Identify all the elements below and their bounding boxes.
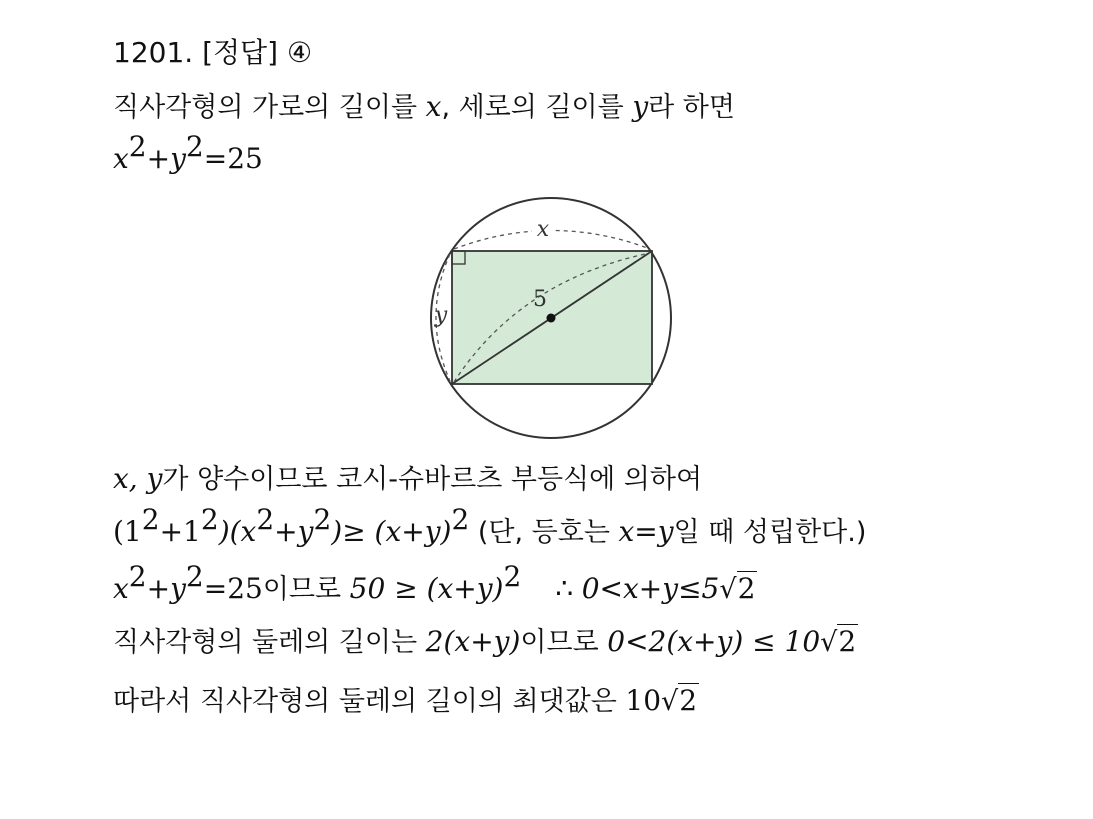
sub-e2: 2 xyxy=(185,560,204,593)
reasoning-line xyxy=(113,462,702,497)
perimeter-math-1: 2(x+y) xyxy=(425,625,521,658)
ineq-exp-d: 2 xyxy=(313,503,332,536)
ineq-exp-a: 2 xyxy=(141,503,160,536)
substitution-line xyxy=(113,560,757,607)
problem-number: 1201. xyxy=(113,36,194,69)
sub-radical-sign: √ xyxy=(719,574,737,605)
sub-m1: x xyxy=(113,572,129,605)
sub-m3: =25 xyxy=(203,572,263,605)
sub-radicand: 2 xyxy=(737,572,756,605)
equality-note-math: x=y xyxy=(618,515,674,548)
perimeter-radical-sign: √ xyxy=(820,627,838,658)
sub-m2: +y xyxy=(146,572,186,605)
label-diagonal: 5 xyxy=(533,287,547,312)
sub-word: 이므로 xyxy=(262,574,342,605)
ineq-part-1: (1 xyxy=(113,515,142,548)
sub-e1: 2 xyxy=(128,560,147,593)
sub-e3: 2 xyxy=(503,560,522,593)
label-y: y xyxy=(434,303,448,328)
setup-line xyxy=(113,90,735,125)
answer-choice: ④ xyxy=(286,36,313,69)
inscribed-rectangle-figure xyxy=(420,190,682,446)
setup-var-x: x xyxy=(425,90,442,123)
conclusion-text: 따라서 직사각형의 둘레의 길이의 최댓값은 xyxy=(113,686,617,717)
ineq-part-5: )≥ (x+y) xyxy=(331,515,452,548)
setup-text-1: 직사각형의 가로의 길이를 xyxy=(113,92,418,123)
eq1-base-y: y xyxy=(170,142,186,175)
ineq-exp-e: 2 xyxy=(451,503,470,536)
conclusion-math: 10 xyxy=(625,684,662,717)
equality-note-prefix: (단, 등호는 xyxy=(477,517,610,548)
setup-text-3: 라 하면 xyxy=(648,92,735,123)
eq1-rest: =25 xyxy=(203,142,263,175)
equality-note-suffix: 일 때 성립한다.) xyxy=(673,517,867,548)
equation-line xyxy=(113,130,263,177)
solution-header xyxy=(113,36,312,70)
sub-m4: 50 ≥ (x+y) xyxy=(349,572,504,605)
ineq-part-2: +1 xyxy=(159,515,201,548)
eq1-plus: + xyxy=(146,142,171,175)
conclusion-radicand: 2 xyxy=(679,684,698,717)
perimeter-text: 직사각형의 둘레의 길이는 xyxy=(113,627,418,658)
reasoning-text: 가 양수이므로 코시-슈바르츠 부등식에 의하여 xyxy=(162,464,703,495)
eq1-base-x: x xyxy=(113,142,129,175)
cauchy-inequality-line xyxy=(113,503,867,550)
center-dot xyxy=(547,314,556,323)
sub-m5: 0<x+y≤5 xyxy=(581,572,720,605)
label-x: x xyxy=(536,217,550,242)
ineq-part-4: +y xyxy=(274,515,314,548)
therefore-symbol: ∴ xyxy=(555,572,574,605)
conclusion-line xyxy=(113,684,699,719)
perimeter-math-2: 0<2(x+y) ≤ 10 xyxy=(607,625,821,658)
conclusion-radical-sign: √ xyxy=(661,686,679,717)
eq1-exp-1: 2 xyxy=(128,130,147,163)
perimeter-radicand: 2 xyxy=(838,625,857,658)
setup-text-2: , 세로의 길이를 xyxy=(441,92,624,123)
setup-var-y: y xyxy=(632,90,649,123)
ineq-exp-b: 2 xyxy=(200,503,219,536)
ineq-part-3: )(x xyxy=(218,515,257,548)
answer-label: [정답] xyxy=(202,36,279,69)
eq1-exp-2: 2 xyxy=(185,130,204,163)
reasoning-vars: x, y xyxy=(113,462,163,495)
perimeter-line xyxy=(113,625,858,660)
ineq-exp-c: 2 xyxy=(256,503,275,536)
perimeter-word: 이므로 xyxy=(520,627,599,658)
